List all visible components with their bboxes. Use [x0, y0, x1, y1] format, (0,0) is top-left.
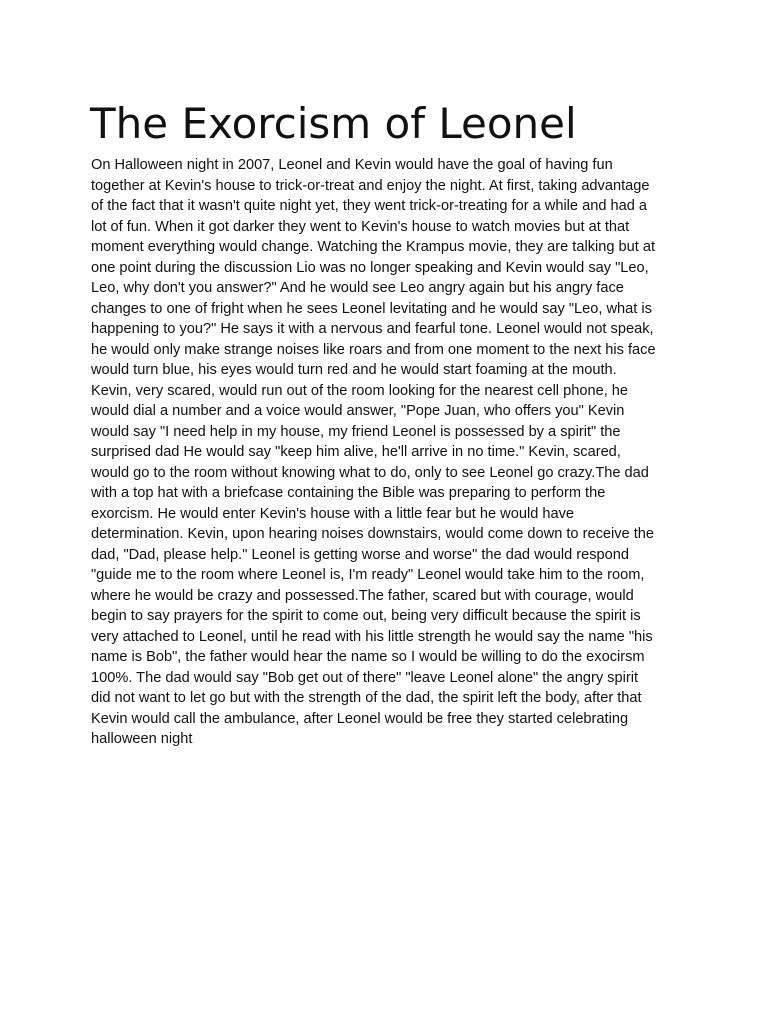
body-line: name is Bob", the father would hear the name so I would be willing to do the exocirsm — [91, 649, 645, 665]
body-line: Leo, why don't you answer?" And he would see Leo angry again but his angry face — [91, 280, 624, 296]
body-line: would dial a number and a voice would answer, "Pope Juan, who offers you" Kevin — [91, 403, 625, 419]
body-line: would say "I need help in my house, my friend Leonel is possessed by a spirit" the — [91, 423, 621, 440]
body-line: "guide me to the room where Leonel is, I'm ready" Leonel would take him to the room, — [91, 567, 645, 583]
body-line: moment everything would change. Watching the Krampus movie, they are talking but at — [91, 239, 656, 255]
body-line: 100%. The dad would say "Bob get out of there" "leave Leonel alone" the angry spirit — [91, 669, 638, 686]
body-line: determination. Kevin, upon hearing noises downstairs, would come down to receive the — [91, 526, 654, 542]
document-body — [91, 155, 681, 750]
body-line: he would only make strange noises like roars and from one moment to the next his face — [91, 341, 656, 358]
body-line: where he would be crazy and possessed.The father, scared but with courage, would — [91, 587, 634, 604]
body-line: of the fact that it wasn't quite night yet, they went trick-or-treating for a while and had a — [91, 198, 648, 214]
body-line: changes to one of fright when he sees Leonel levitating and he would say "Leo, what is — [91, 300, 652, 317]
body-line: halloween night — [91, 731, 193, 747]
body-line: would turn blue, his eyes would turn red and he would start foaming at the mouth. — [91, 362, 617, 378]
body-line: dad, "Dad, please help." Leonel is getting worse and worse" the dad would respond — [91, 546, 630, 563]
body-line: happening to you?" He says it with a nervous and fearful tone. Leonel would not speak, — [91, 321, 654, 337]
body-line: Kevin, very scared, would run out of the room looking for the nearest cell phone, he — [91, 382, 629, 399]
body-line: very attached to Leonel, until he read with his little strength he would say the name "his — [91, 628, 653, 645]
body-line: did not want to let go but with the strength of the dad, the spirit left the body, after that — [91, 690, 642, 706]
body-line: On Halloween night in 2007, Leonel and Kevin would have the goal of having fun — [91, 157, 613, 173]
body-line: Kevin would call the ambulance, after Leonel would be free they started celebrating — [91, 710, 629, 727]
body-line: lot of fun. When it got darker they went to Kevin's house to watch movies but at that — [91, 218, 630, 235]
body-line: begin to say prayers for the spirit to come out, being very difficult because the spirit is — [91, 608, 641, 624]
body-line: exorcism. He would enter Kevin's house with a little fear but he would have — [91, 505, 575, 522]
body-line: together at Kevin's house to trick-or-treat and enjoy the night. At first, taking advantage — [91, 177, 650, 194]
body-line: would go to the room without knowing what to do, only to see Leonel go crazy.The dad — [91, 464, 649, 481]
body-line: surprised dad He would say "keep him alive, he'll arrive in no time." Kevin, scared, — [91, 444, 621, 460]
document-title: The Exorcism of Leonel — [90, 99, 577, 148]
body-line: one point during the discussion Lio was no longer speaking and Kevin would say "Leo, — [91, 259, 649, 276]
body-line: with a top hat with a briefcase containing the Bible was preparing to perform the — [91, 485, 606, 501]
